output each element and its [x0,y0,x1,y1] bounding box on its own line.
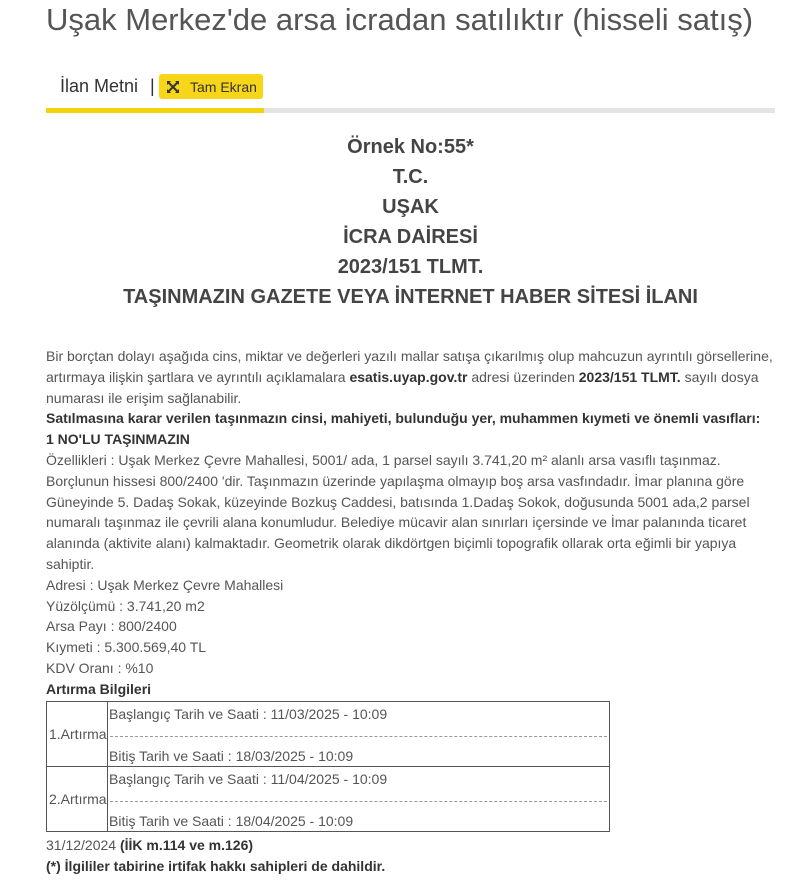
vat-text: KDV Oranı : %10 [46,659,154,676]
tab-separator: | [150,76,155,96]
decision-heading: Satılmasına karar verilen taşınmazın cinsi, mahiyeti, bulunduğu yer, muhammen kıymeti ve önemli vasıfları: [46,410,761,427]
auction-dates [108,702,610,767]
city-heading: UŞAK [382,196,439,218]
esatis-link[interactable]: esatis.uyap.gov.tr [349,368,468,385]
sample-number: Örnek No:55* [347,136,474,158]
auction-end: Bitiş Tarih ve Saati : 18/04/2025 - 10:09 [109,813,354,829]
tab-divider [264,108,775,113]
office-heading: İCRA DAİRESİ [343,226,478,248]
auction-label: 2.Artırma [47,767,108,832]
footer-date: 31/12/2024 [46,837,117,853]
page-title: Uşak Merkez'de arsa icradan satılıktır (hisseli satış) [46,2,754,37]
dashed-divider [110,801,607,802]
auction-start: Başlangıç Tarih ve Saati : 11/04/2025 - 10:09 [109,771,388,787]
auction-label: 1.Artırma [47,702,108,767]
auction-start: Başlangıç Tarih ve Saati : 11/03/2025 - 10:09 [109,706,388,722]
notice-body [46,346,774,700]
auction-end: Bitiş Tarih ve Saati : 18/03/2025 - 10:09 [109,748,354,764]
value-text: Kıymeti : 5.300.569,40 TL [46,639,207,656]
features-text: Özellikleri : Uşak Merkez Çevre Mahallesi, 5001/ ada, 1 parsel sayılı 3.741,20 m² alanlı arsa vasıflı taşınmaz. Borçlunun hissesi 800/2400 'dir. Taşınmazın üzerinde yapılaşma olmayıp boş arsa vasfındadır. İmar planına göre Güneyinde 5. Dadaş Sokak, küzeyinde Bozkuş Caddesi, batısında 1.Dadaş Sokok, doğusunda 5001 ada,2 parsel numaralı taşınmaz ile çevrili alana konumludur. Belediye mücavir alan sınırları içersinde ve İmar palanında ticaret alanında (aktivite alanı) kalmaktadır. Geometrik olarak dikdörtgen biçimli topografik ollarak orta eğimli bir yapıya sahiptir. [46,451,750,572]
notice-footer [46,835,774,877]
tab-bar [46,72,775,112]
intro-text-end: sayılı dosya numarası ile erişim sağlanabilir. [46,368,759,406]
dashed-divider [110,736,607,737]
auction-table [46,701,610,832]
tab-label: İlan Metni [60,76,139,96]
fullscreen-label: Tam Ekran [190,79,257,95]
tab-ilan-metni[interactable] [46,72,264,113]
area-text: Yüzölçümü : 3.741,20 m2 [46,597,205,614]
table-row [47,702,610,767]
table-row [47,767,610,832]
intro-paragraph [46,346,774,408]
expand-icon [166,80,180,94]
footer-ref: (İİK m.114 ve m.126) [119,837,254,853]
share-text: Arsa Payı : 800/2400 [46,618,177,635]
footnote: (*) İlgililer tabirine irtifak hakkı sahipleri de dahildir. [46,857,386,874]
notice-heading: TAŞINMAZIN GAZETE VEYA İNTERNET HABER SİTESİ İLANI [123,286,698,308]
auction-dates [108,767,610,832]
intro-text: Bir borçtan dolayı aşağıda cins, miktar ve değerleri yazılı mallar satışa çıkarılmış olup mahcuzun ayrıntılı görsellerine, artırmaya ilişkin şartlara ve ayrıntılı açıklamalara [46,348,773,385]
intro-text-middle: adresi üzerinden [467,368,579,385]
auction-heading: Artırma Bilgileri [46,680,152,697]
footer-line [46,835,774,856]
tc-heading: T.C. [392,166,429,188]
address-text: Adresi : Uşak Merkez Çevre Mahallesi [46,576,284,593]
file-number: 2023/151 TLMT. [578,368,681,385]
fullscreen-button[interactable] [159,74,263,99]
file-heading: 2023/151 TLMT. [337,256,484,278]
property-heading: 1 NO'LU TAŞINMAZIN [46,431,190,448]
